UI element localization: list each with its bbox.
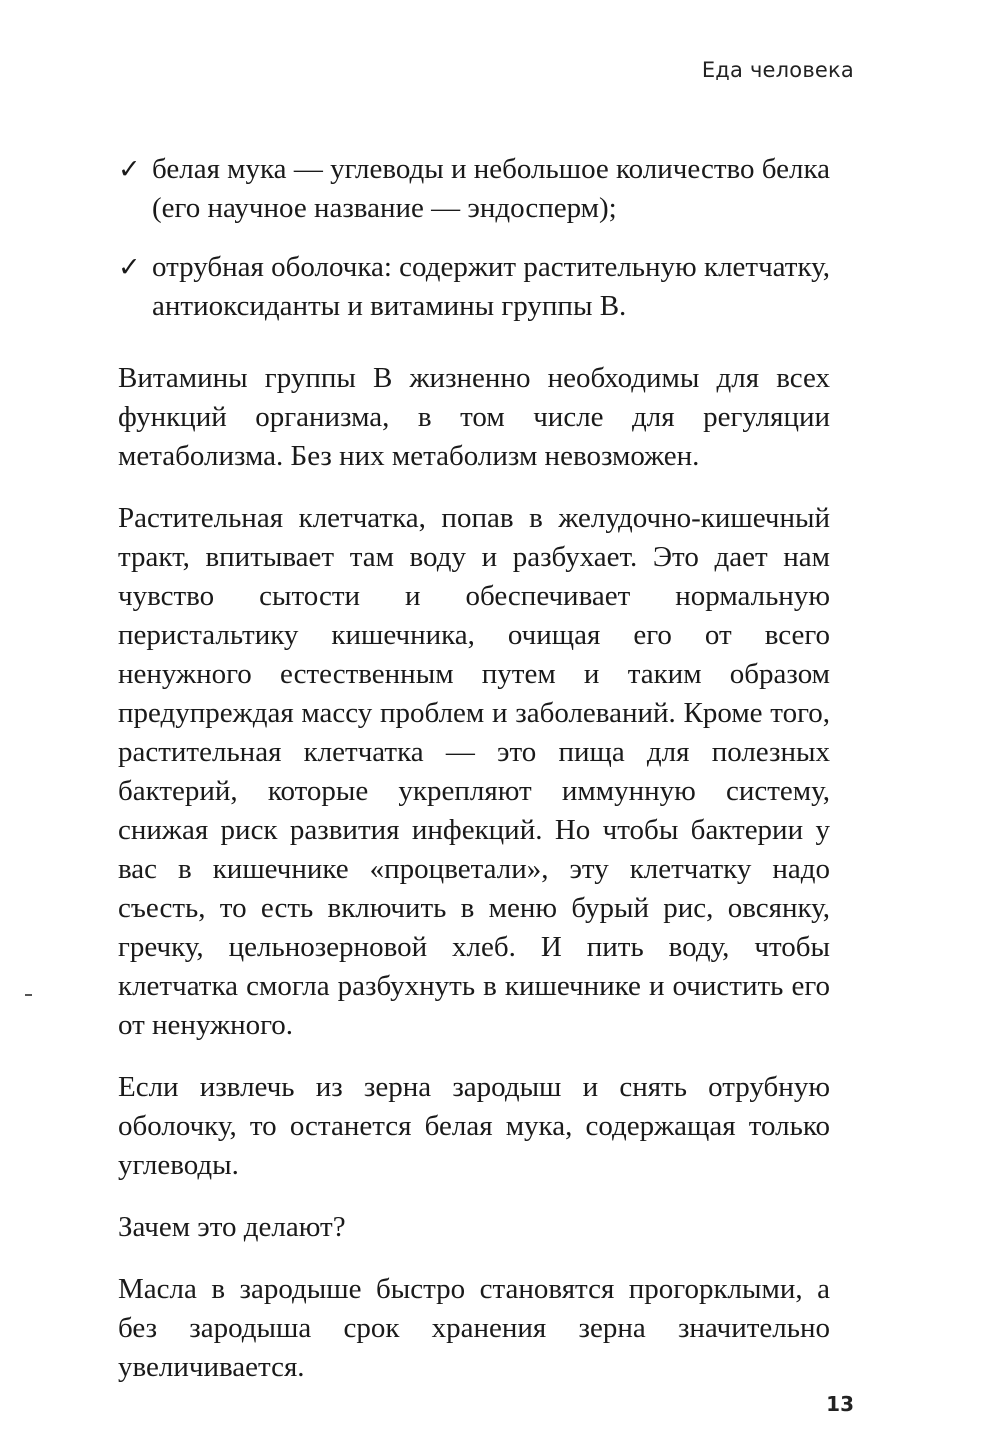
list-item [118, 248, 830, 326]
bullet-list [118, 150, 830, 326]
paragraph-shelf-life: Масла в зародыше быстро становятся прогорклыми, а без зародыша срок хранения зерна значительно увеличивается. [118, 1273, 830, 1383]
list-item [118, 150, 830, 228]
page-body [118, 150, 830, 1410]
scan-edge-mark [25, 994, 32, 996]
paragraph-white-flour: Если извлечь из зерна зародыш и снять отрубную оболочку, то останется белая мука, содержащая только углеводы. [118, 1071, 830, 1181]
paragraph-question: Зачем это делают? [118, 1211, 346, 1243]
list-item-text: белая мука — углеводы и небольшое количество белка (его научное название — эндосперм); [152, 153, 830, 224]
paragraph-vitamins: Витамины группы В жизненно необходимы для всех функций организма, в том числе для регуляции метаболизма. Без них метаболизм невозможен. [118, 362, 830, 472]
paragraph-fiber: Растительная клетчатка, попав в желудочно-кишечный тракт, впитывает там воду и разбухает. Это дает нам чувство сытости и обеспечивает нормальную перистальтику кишечника, очищая его от всего ненужного естественным путем и таким образом предупреждая массу проблем и заболеваний. Кроме того, растительная клетчатка — это пища для полезных бактерий, которые укрепляют иммунную систему, снижая риск развития инфекций. Но чтобы бактерии у вас в кишечнике «процветали», эту клетчатку надо съесть, то есть включить в меню бурый рис, овсянку, гречку, цельнозерновой хлеб. И пить воду, чтобы клетчатка смогла разбухнуть в кишечнике и очистить его от ненужного. [118, 502, 830, 1041]
check-mark-icon: ✓ [118, 252, 141, 283]
page-number: 13 [826, 1392, 854, 1416]
list-item-text: отрубная оболочка: содержит растительную клетчатку, антиоксиданты и витамины группы В. [152, 251, 830, 322]
running-header: Еда человека [701, 58, 854, 82]
check-mark-icon: ✓ [118, 154, 141, 185]
